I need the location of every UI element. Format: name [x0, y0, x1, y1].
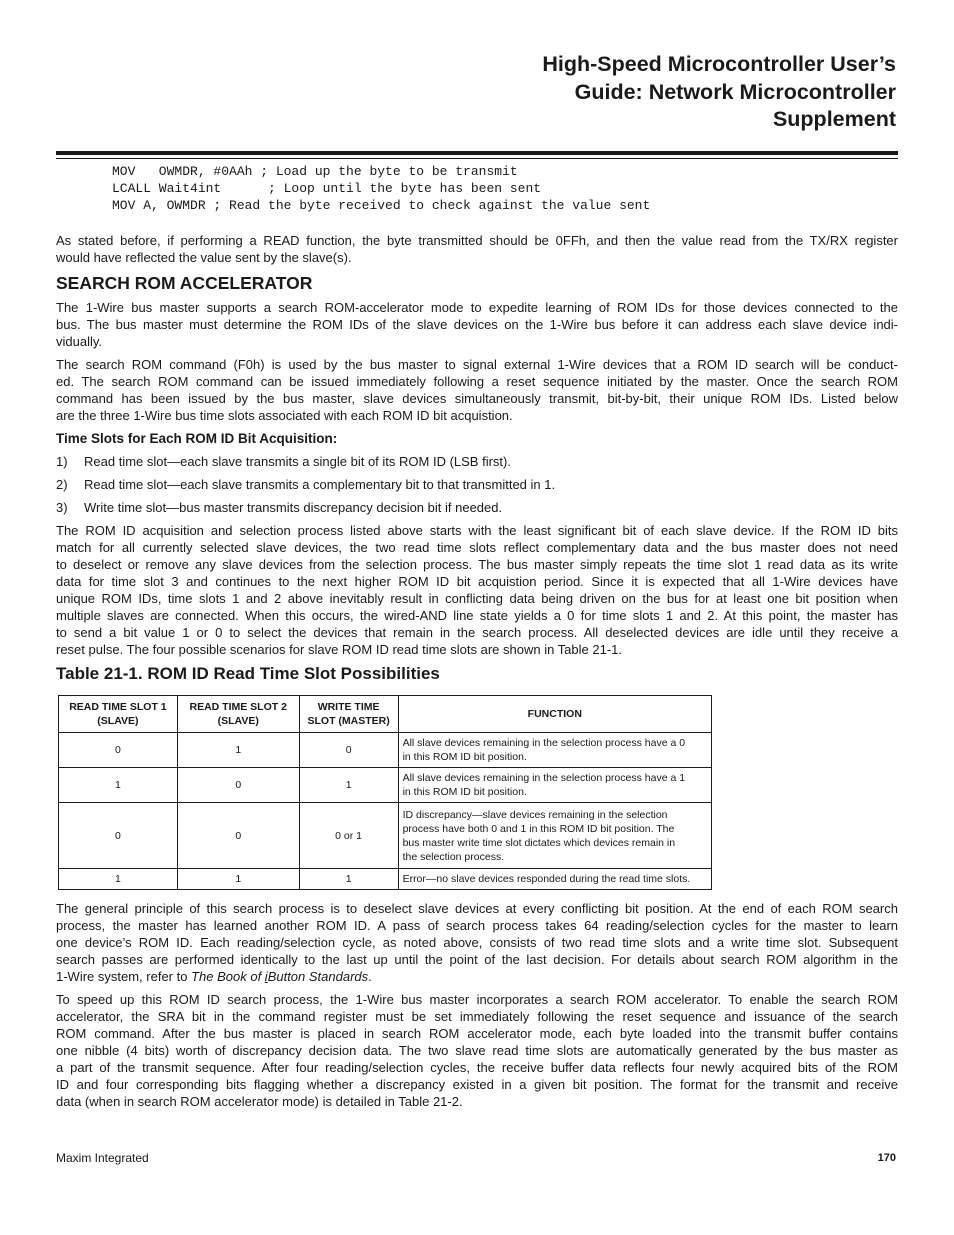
- document-title: [196, 51, 896, 134]
- text-line: reset pulse. The four possible scenarios for slave ROM ID read time slots are shown in Table 21-1.: [56, 642, 623, 657]
- table-cell: 0: [177, 803, 299, 869]
- table-cell-function: ID discrepancy—slave devices remaining in the selection process have both 0 and 1 in this ROM ID bit position. The bus master write time slot dictates which devices remain in the selection process.: [398, 803, 711, 869]
- title-line: Supplement: [772, 107, 896, 131]
- column-header: READ TIME SLOT 1 (SLAVE): [59, 696, 178, 733]
- text-line: would have reflected the value sent by the slave(s).: [56, 250, 352, 265]
- text-line: ROM command. After the bus master is placed in search ROM accelerator mode, each byte loaded into the transmit buffer contains: [56, 1026, 898, 1041]
- header-rule-thick: [56, 151, 898, 155]
- text-line: to send a bit value 1 or 0 to select the devices that remain in the search process. All deselected devices are idle until they receive a: [56, 625, 898, 640]
- text-line: ed. The search ROM command can be issued immediately following a reset sequence initiated by the master. Once the search ROM: [56, 374, 898, 389]
- code-line: MOV OWMDR, #0AAh ; Load up the byte to be transmit: [112, 164, 518, 179]
- text-line: one nibble (4 bits) worth of discrepancy decision data. The two slave read time slots are automatically generated by the bus master as: [56, 1043, 898, 1058]
- list-item: [56, 453, 511, 470]
- paragraph-3: [56, 522, 898, 658]
- text-line: unique ROM IDs, time slots 1 and 2 above inevitably result in conflicting data being driven on the bus for at least one bit position when: [56, 591, 898, 606]
- table-row: [59, 869, 712, 890]
- table-cell-function: All slave devices remaining in the selection process have a 0 in this ROM ID bit position.: [398, 733, 711, 768]
- table-cell: 1: [59, 869, 178, 890]
- text-line: search passes are performed identically to the last up until the point of the last decision. For details about search ROM algorithm in the: [56, 952, 898, 967]
- code-listing: [112, 163, 650, 214]
- table-cell: 0: [299, 733, 398, 768]
- text-line: one device’s ROM ID. Each reading/selection cycle, as noted above, consists of two read time slots and a write time slot. Subsequent: [56, 935, 898, 950]
- table-cell: 0 or 1: [299, 803, 398, 869]
- title-line: Guide: Network Microcontroller: [574, 79, 896, 104]
- text-line: to deselect or remove any slave devices from the selection process. The bus master simply repeats the time slot 1 read data as its write: [56, 557, 898, 572]
- text-line: a part of the transmit sequence. After four reading/selection cycles, the receive buffer data reflects four newly acquired bits of the ROM: [56, 1060, 898, 1075]
- book-reference: The Book of iButton Standards: [191, 969, 369, 984]
- paragraph-1: [56, 299, 898, 350]
- list-number: 1): [56, 454, 68, 469]
- list-text: Read time slot—each slave transmits a complementary bit to that transmitted in 1.: [84, 477, 556, 492]
- table-cell: 1: [177, 869, 299, 890]
- text-line: are the three 1-Wire bus time slots associated with each ROM ID bit acquistion.: [56, 408, 513, 423]
- footer-company: Maxim Integrated: [56, 1151, 149, 1165]
- table-cell: 1: [299, 768, 398, 803]
- table-cell: 1: [59, 768, 178, 803]
- table-cell-function: Error—no slave devices responded during the read time slots.: [398, 869, 711, 890]
- text-line: The ROM ID acquisition and selection process listed above starts with the least significant bit of each slave device. If the ROM ID bits: [56, 523, 898, 538]
- text-line: vidually.: [56, 334, 103, 349]
- table-cell: 0: [59, 803, 178, 869]
- list-text: Write time slot—bus master transmits discrepancy decision bit if needed.: [84, 500, 503, 515]
- column-header: READ TIME SLOT 2 (SLAVE): [177, 696, 299, 733]
- paragraph-2: [56, 356, 898, 424]
- text-line: process, the master has learned another ROM ID. A pass of search process takes 64 reading/selection cycles for the master to learn: [56, 918, 898, 933]
- text-line: The general principle of this search process is to deselect slave devices at every conflicting bit position. At the end of each ROM search: [56, 901, 898, 916]
- list-item: [56, 476, 555, 493]
- text-line: To speed up this ROM ID search process, the 1-Wire bus master incorporates a search ROM accelerator. To enable the search ROM: [56, 992, 898, 1007]
- text-line: ID and four corresponding bits flagging whether a discrepancy existed in a given bit position. The format for the transmit and receive: [56, 1077, 898, 1092]
- table-row: [59, 768, 712, 803]
- table-header-row: [59, 696, 712, 733]
- text-line: data (when in search ROM accelerator mode) is detailed in Table 21-2.: [56, 1094, 463, 1109]
- text-line: accelerator, the SRA bit in the command register must be set immediately following the reset sequence and issuance of the search: [56, 1009, 898, 1024]
- table-cell: 0: [177, 768, 299, 803]
- text-line: The 1-Wire bus master supports a search ROM-accelerator mode to expedite learning of ROM IDs for those devices connected to the: [56, 300, 898, 315]
- text-line: command has been issued by the bus master, slave devices simultaneously transmit, bit-by-bit, their unique ROM IDs. Listed below: [56, 391, 898, 406]
- text-line: match for all currently selected slave devices, the two read time slots reflect complementary data and the bus master does not need: [56, 540, 898, 555]
- list-number: 2): [56, 477, 68, 492]
- table-row: [59, 803, 712, 869]
- table-cell: 0: [59, 733, 178, 768]
- title-line: High-Speed Microcontroller User’s: [542, 52, 896, 76]
- paragraph-4: [56, 900, 898, 985]
- list-text: Read time slot—each slave transmits a single bit of its ROM ID (LSB first).: [84, 454, 511, 469]
- code-line: MOV A, OWMDR ; Read the byte received to check against the value sent: [112, 198, 651, 213]
- table-cell: 1: [177, 733, 299, 768]
- table-cell-function: All slave devices remaining in the selection process have a 1 in this ROM ID bit position.: [398, 768, 711, 803]
- code-line: LCALL Wait4int ; Loop until the byte has been sent: [112, 181, 542, 196]
- header-rule-thin: [56, 158, 898, 159]
- text-line: bus. The bus master must determine the ROM IDs of the slave devices on the 1-Wire bus before it can address each slave device indi-: [56, 317, 898, 332]
- table-row: [59, 733, 712, 768]
- text-line: multiple slaves are connected. When this occurs, the wired-AND line state yields a 0 for time slots 1 and 2. At this point, the master has: [56, 608, 898, 623]
- table-caption: Table 21-1. ROM ID Read Time Slot Possibilities: [56, 664, 440, 683]
- rom-id-table: [58, 695, 712, 890]
- text-line: The search ROM command (F0h) is used by the bus master to signal external 1-Wire devices that a ROM ID search will be conduct-: [56, 357, 898, 372]
- list-number: 3): [56, 500, 68, 515]
- text-line: 1-Wire system, refer to The Book of iButton Standards.: [56, 969, 372, 984]
- text-line: data for time slot 3 and continues to the next higher ROM ID bit acquistion period. Since it is expected that all 1-Wire devices have: [56, 574, 898, 589]
- subheading: Time Slots for Each ROM ID Bit Acquisition:: [56, 431, 338, 446]
- column-header: WRITE TIME SLOT (MASTER): [299, 696, 398, 733]
- list-item: [56, 499, 502, 516]
- text-line: As stated before, if performing a READ function, the byte transmitted should be 0FFh, and then the value read from the TX/RX register: [56, 233, 898, 248]
- intro-paragraph: [56, 232, 898, 266]
- column-header: FUNCTION: [398, 696, 711, 733]
- page-number: 170: [877, 1152, 896, 1164]
- table-cell: 1: [299, 869, 398, 890]
- section-heading: SEARCH ROM ACCELERATOR: [56, 273, 313, 293]
- paragraph-5: [56, 991, 898, 1110]
